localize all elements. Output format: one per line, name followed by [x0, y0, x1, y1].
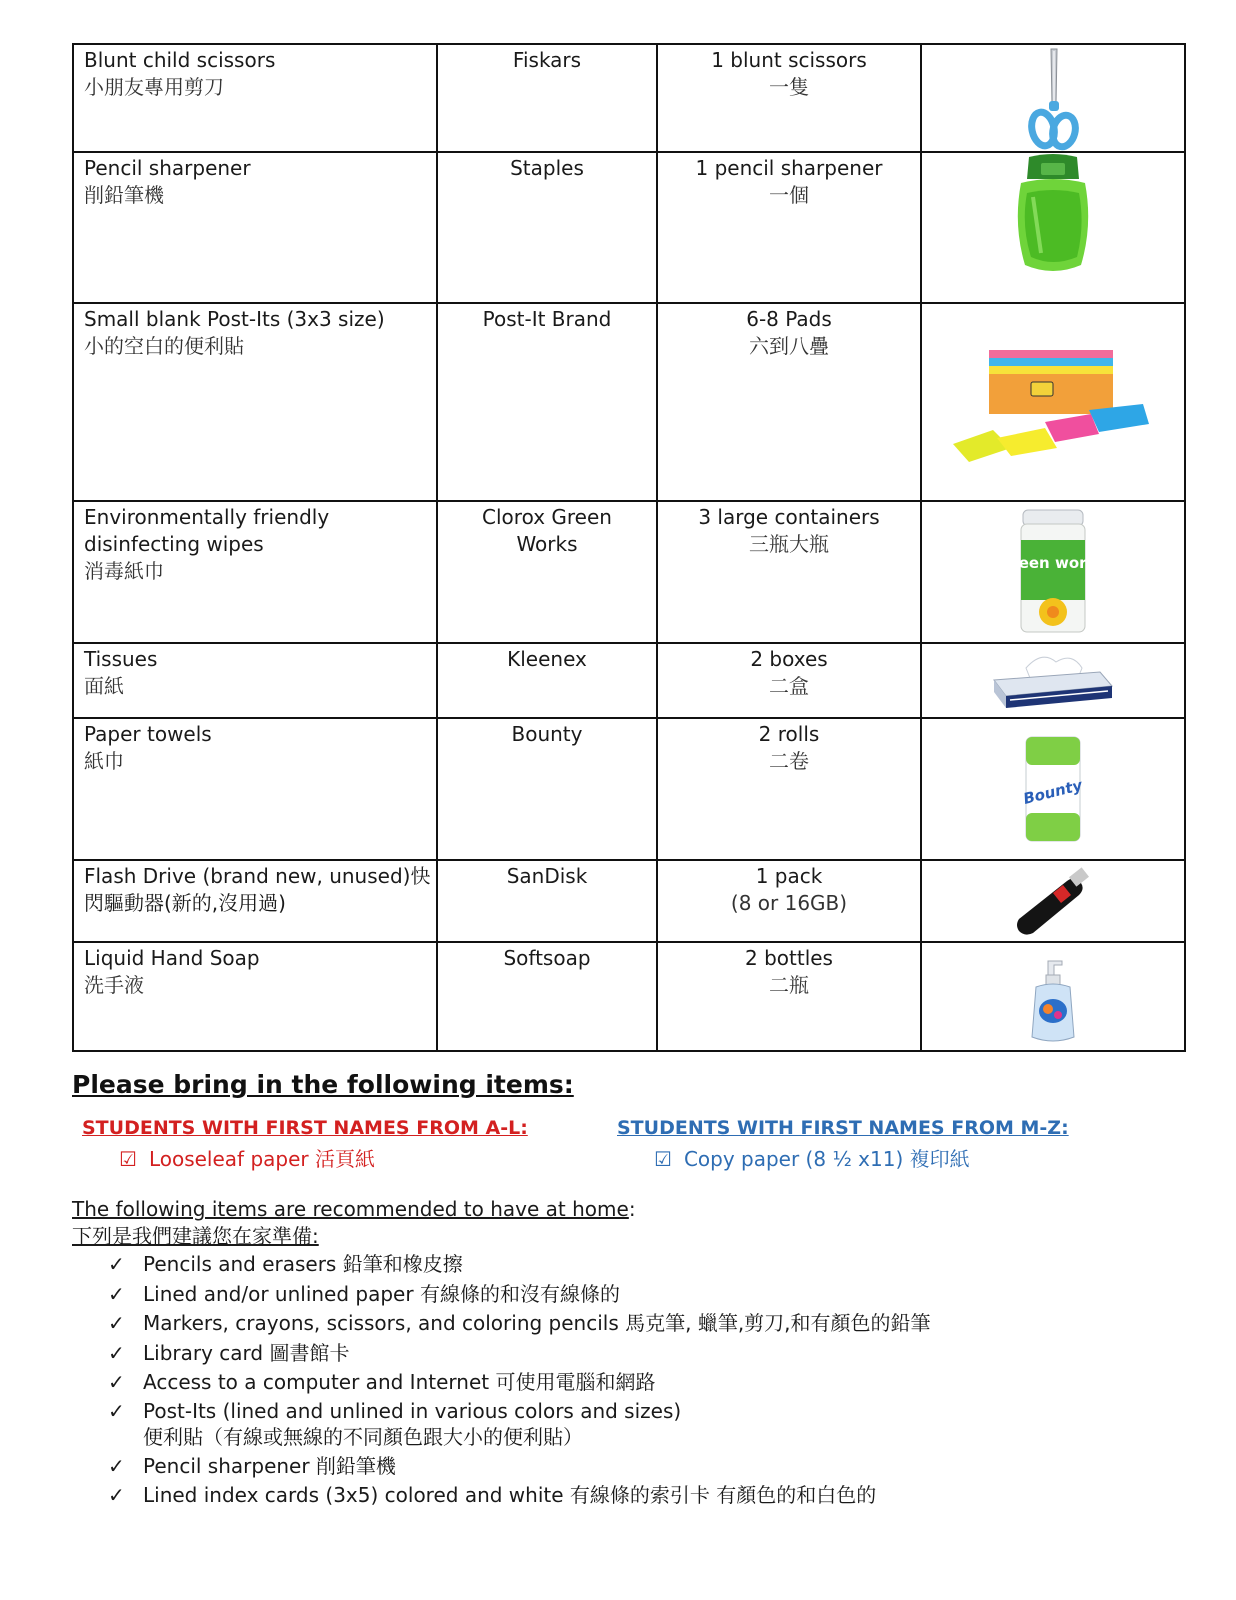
- recommended-title: [72, 1196, 636, 1250]
- item-cell: [73, 860, 437, 942]
- item-name: Pencil sharpener: [84, 156, 251, 180]
- recommended-title-text: The following items are recommended to have at home: [72, 1197, 629, 1221]
- item-cell: [73, 44, 437, 152]
- quantity: 3 large containers: [698, 505, 880, 529]
- group-a-item-text: Looseleaf paper 活頁紙: [148, 1147, 375, 1171]
- recommended-title-zh: 下列是我們建議您在家準備:: [72, 1224, 319, 1248]
- item-cell: [73, 303, 437, 501]
- item-cell: [73, 718, 437, 860]
- table-row: [73, 718, 1185, 860]
- group-b-title: STUDENTS WITH FIRST NAMES FROM M-Z:: [617, 1117, 1069, 1139]
- item-name-zh: 快閃驅動器(新的,沒用過): [84, 864, 431, 915]
- brand-cell: [437, 501, 657, 643]
- group-a-title: STUDENTS WITH FIRST NAMES FROM A-L:: [82, 1117, 528, 1139]
- image-cell: [921, 501, 1185, 643]
- list-item: [108, 1280, 1108, 1310]
- quantity-zh: (8 or 16GB): [730, 891, 848, 915]
- usb-flash-drive-icon: [1013, 867, 1093, 937]
- quantity-cell: [657, 718, 921, 860]
- quantity: 6-8 Pads: [746, 307, 832, 331]
- brand-name: Clorox Green Works: [482, 505, 612, 556]
- quantity-zh: 二卷: [769, 749, 809, 773]
- checkmark-icon: ✓: [108, 1281, 125, 1306]
- brand-cell: SanDisk: [437, 860, 657, 942]
- quantity-cell: [657, 44, 921, 152]
- disinfecting-wipes-icon: [1000, 510, 1106, 636]
- recommended-title-colon: :: [628, 1197, 636, 1221]
- list-item-subtext: 便利貼（有線或無線的不同顏色跟大小的便利貼）: [143, 1424, 583, 1449]
- list-item: [108, 1398, 1108, 1450]
- item-name: Liquid Hand Soap: [84, 946, 260, 970]
- bring-heading: Please bring in the following items:: [72, 1070, 574, 1099]
- item-name: Flash Drive (brand new, unused): [84, 864, 411, 888]
- quantity-cell: [657, 643, 921, 718]
- table-row: [73, 44, 1185, 152]
- item-name: Blunt child scissors: [84, 48, 276, 72]
- quantity-zh: 三瓶大瓶: [749, 532, 829, 556]
- image-cell: [921, 303, 1185, 501]
- quantity: 2 bottles: [745, 946, 833, 970]
- paper-towel-roll-icon: [1022, 733, 1084, 845]
- quantity: 1 pencil sharpener: [695, 156, 883, 180]
- image-cell: [921, 860, 1185, 942]
- checkbox-checked-icon: ☑: [654, 1147, 672, 1171]
- group-a-item: [119, 1143, 375, 1172]
- tissue-box-icon: [990, 650, 1116, 712]
- item-name-zh: 削鉛筆機: [84, 183, 164, 207]
- quantity: 1 pack: [755, 864, 823, 888]
- image-cell: [921, 942, 1185, 1051]
- quantity-zh: 二盒: [769, 674, 809, 698]
- checkmark-icon: ✓: [108, 1370, 125, 1394]
- list-item-text: Lined and/or unlined paper 有線條的和沒有線條的: [143, 1281, 620, 1306]
- brand-cell: Softsoap: [437, 942, 657, 1051]
- quantity: 1 blunt scissors: [711, 48, 867, 72]
- list-item: [108, 1452, 1108, 1482]
- checkmark-icon: ✓: [108, 1398, 125, 1423]
- item-cell: [73, 501, 437, 643]
- quantity-cell: [657, 152, 921, 303]
- list-item: [108, 1309, 1108, 1339]
- item-name-zh: 洗手液: [84, 973, 144, 997]
- soap-bottle-icon: [1028, 959, 1078, 1045]
- list-item-text: Post-Its (lined and unlined in various colors and sizes): [143, 1398, 682, 1423]
- bounty-label: Bounty: [1021, 776, 1085, 809]
- pencil-sharpener-icon: [1013, 153, 1093, 277]
- checkmark-icon: ✓: [108, 1483, 125, 1507]
- list-item-text: Markers, crayons, scissors, and coloring pencils 馬克筆, 蠟筆,剪刀,和有顏色的鉛筆: [143, 1311, 931, 1335]
- item-name-zh: 面紙: [84, 674, 124, 698]
- scissors-icon: [1023, 47, 1083, 151]
- item-name: Paper towels: [84, 722, 212, 746]
- image-cell: [921, 44, 1185, 152]
- list-item-text: Access to a computer and Internet 可使用電腦和網路: [143, 1370, 656, 1394]
- image-cell: [921, 643, 1185, 718]
- item-name: Environmentally friendly disinfecting wipes: [84, 505, 330, 556]
- image-cell: [921, 152, 1185, 303]
- item-name-zh: 紙巾: [84, 749, 124, 773]
- brand-cell: Kleenex: [437, 643, 657, 718]
- supply-table: [72, 43, 1186, 1052]
- quantity: 2 boxes: [750, 647, 828, 671]
- quantity: 2 rolls: [758, 722, 820, 746]
- item-cell: [73, 152, 437, 303]
- table-row: [73, 303, 1185, 501]
- quantity-cell: [657, 303, 921, 501]
- table-row: [73, 643, 1185, 718]
- item-cell: [73, 942, 437, 1051]
- item-cell: [73, 643, 437, 718]
- quantity-zh: 六到八疊: [749, 334, 829, 358]
- quantity-zh: 一隻: [769, 75, 809, 99]
- checkmark-icon: ✓: [108, 1340, 125, 1365]
- table-row: [73, 942, 1185, 1051]
- table-row: [73, 152, 1185, 303]
- checkmark-icon: ✓: [108, 1252, 125, 1276]
- checkmark-icon: ✓: [108, 1453, 125, 1478]
- group-b-item: [654, 1143, 970, 1172]
- brand-cell: Fiskars: [437, 44, 657, 152]
- quantity-zh: 一個: [769, 183, 809, 207]
- brand-cell: Bounty: [437, 718, 657, 860]
- list-item-text: Lined index cards (3x5) colored and white 有線條的索引卡 有顏色的和白色的: [143, 1483, 877, 1507]
- group-b-item-text: Copy paper (8 ½ x11) 複印紙: [683, 1147, 970, 1171]
- list-item: [108, 1481, 1108, 1511]
- list-item: [108, 1250, 1108, 1280]
- table-row: [73, 501, 1185, 643]
- table-row: [73, 860, 1185, 942]
- image-cell: [921, 718, 1185, 860]
- quantity-cell: [657, 501, 921, 643]
- recommended-list: [108, 1250, 1108, 1511]
- item-name-zh: 小朋友專用剪刀: [84, 75, 224, 99]
- list-item-text: Library card 圖書館卡: [143, 1340, 350, 1365]
- wipes-label: green works: [1000, 554, 1106, 572]
- item-name-zh: 消毒紙巾: [84, 559, 164, 583]
- checkmark-icon: ✓: [108, 1311, 125, 1335]
- item-name: Small blank Post-Its (3x3 size): [84, 307, 385, 331]
- quantity-cell: [657, 860, 921, 942]
- list-item: [108, 1368, 1108, 1398]
- list-item-text: Pencil sharpener 削鉛筆機: [143, 1453, 396, 1478]
- quantity-cell: [657, 942, 921, 1051]
- checkbox-checked-icon: ☑: [119, 1147, 137, 1171]
- item-name-zh: 小的空白的便利貼: [84, 334, 244, 358]
- list-item-text: Pencils and erasers 鉛筆和橡皮擦: [143, 1252, 463, 1276]
- brand-cell: Staples: [437, 152, 657, 303]
- list-item: [108, 1339, 1108, 1369]
- brand-cell: Post-It Brand: [437, 303, 657, 501]
- quantity-zh: 二瓶: [769, 973, 809, 997]
- post-it-notes-icon: [953, 344, 1153, 464]
- item-name: Tissues: [84, 647, 158, 671]
